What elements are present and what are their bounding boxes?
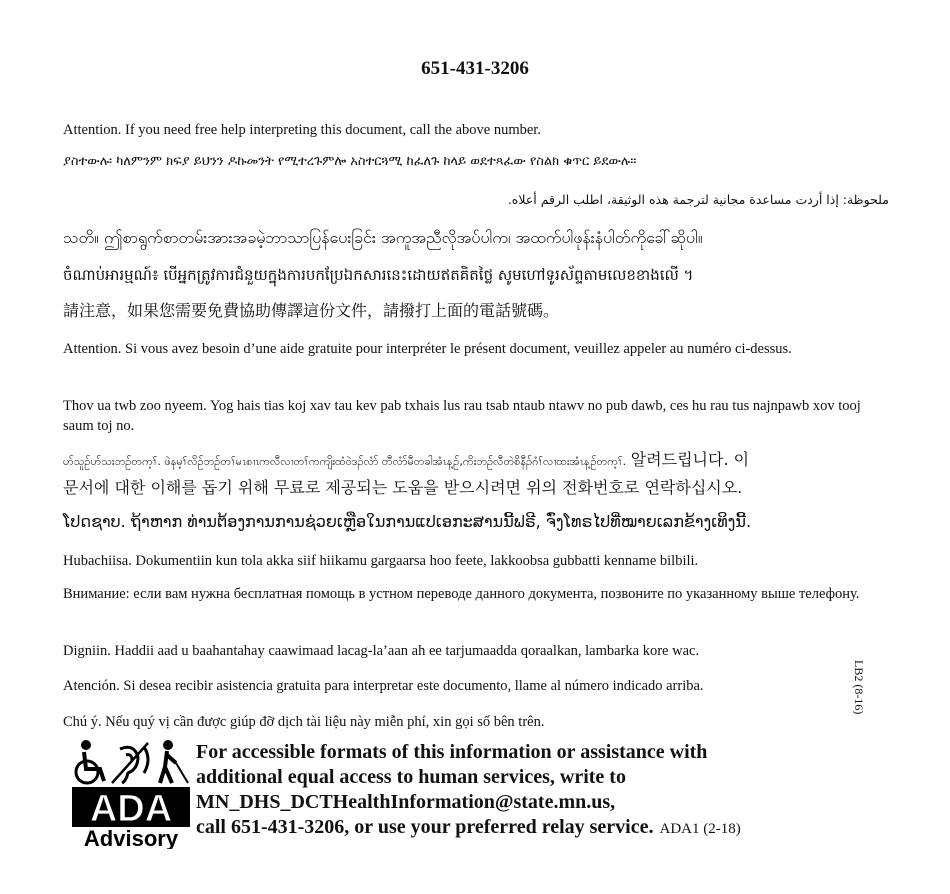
ada-phone-relay: call 651-431-3206, or use your preferred relay service.: [196, 816, 654, 838]
notice-burmese: သတိ။ ဤစာရွက်စာတမ်းအားအခမဲ့ဘာသာပြန်ပေးခြင်း အကူအညီလိုအပ်ပါက၊ အထက်ပါဖုန်းနံပါတ်ကိုခေါ်ဆိုပါ။: [63, 228, 703, 247]
notice-amharic: ያስተውሉ፡ ካለምንም ክፍያ ይህንን ዶኩመንት የሚተረጉምሎ አስተርጓሚ ከፈለጉ ከላይ ወደተጻፈው የስልክ ቁጥር ይደውሉ።: [63, 154, 637, 169]
logo-word: Advisory: [83, 826, 179, 849]
form-code-side: LB2 (8-16): [852, 660, 866, 715]
header-phone-number: 651-431-3206: [421, 58, 529, 79]
walking-cane-icon: [160, 740, 188, 783]
notice-arabic: ملحوظة: إذا أردت مساعدة مجانية لترجمة هذه الوثيقة، اطلب الرقم أعلاه.: [507, 192, 889, 207]
ada-line-4: [196, 815, 741, 842]
notice-khmer: ចំណាប់អារម្មណ៍៖ បើអ្នកត្រូវការជំនួយក្នុងការបកប្រែឯកសារនេះដោយឥតគិតថ្លៃ សូមហៅទូរស័ព្ទតាមលេខខាងលើ ។: [63, 266, 694, 284]
notice-korean-part1: 알려드립니다. 이: [630, 450, 750, 469]
notice-oromo: Hubachiisa. Dokumentiin kun tola akka siif hiikamu gargaarsa hoo feete, lakkoobsa gubbatti kenname bilbili.: [63, 553, 699, 569]
notice-karen: ဟ်သူဉ်ဟ်သးဘဉ်တက့ၢ်. ဖဲနမ့ၢ်လိဉ်ဘဉ်တၢ်မၤစၢၤကလီလၢတၢ်ကကျိးထံဝဲဒၣ်လံာ် တီလံာ်မီတခါအံၤန့ဉ်,ကိးဘဉ်လီတဲစိနီၣ်ဂံၢ်လၢထးအံၤန့ဉ်တက့ၢ်.: [63, 455, 627, 468]
notice-russian: Внимание: если вам нужна бесплатная помощь в устном переводе данного документа, позвоните по указанному выше телефону.: [63, 586, 860, 602]
ada-line-2: additional equal access to human services, write to: [196, 766, 626, 788]
notice-english: Attention. If you need free help interpreting this document, call the above number.: [63, 122, 541, 138]
notice-korean-part2: 문서에 대한 이해를 돕기 위해 무료로 제공되는 도움을 받으시려면 위의 전화번호로 연락하십시오.: [63, 478, 743, 497]
notice-somali: Digniin. Haddii aad u baahantahay caawimaad lacag-la’aan ah ee tarjumaadda qoraalkan, lambarka kore wac.: [63, 643, 700, 659]
notice-chinese: 請注意，如果您需要免費協助傳譯這份文件，請撥打上面的電話號碼。: [63, 301, 560, 320]
logo-letters: ADA: [89, 788, 173, 830]
ada-line-1: For accessible formats of this information or assistance with: [196, 741, 708, 763]
notice-hmong: Thov ua twb zoo nyeem. Yog hais tias koj xav tau kev pab txhais lus rau tsab ntaub ntawv no pub dawb, ces hu rau tus najnpawb xov tooj saum toj no.: [63, 398, 861, 434]
ada-form-code: ADA1 (2-18): [659, 821, 741, 837]
notice-spanish: Atención. Si desea recibir asistencia gratuita para interpretar este documento, llame al número indicado arriba.: [63, 678, 704, 694]
ada-advisory-logo: [72, 739, 190, 849]
notice-french: Attention. Si vous avez besoin d’une aide gratuite pour interpréter le présent document, veuillez appeler au numéro ci-dessus.: [63, 341, 792, 357]
ada-notice: [196, 740, 741, 842]
notice-lao: ໂປດຊາບ. ຖ້າຫາກ ທ່ານຕ້ອງການການຊ່ວຍເຫຼືອໃນການແປເອກະສານນີ້ຟຣີ, ຈົ່ງໂທຣໄປທີ່ໝາຍເລກຂ້າງເທິງນີ້.: [63, 512, 752, 531]
notice-karen-korean: [63, 450, 893, 472]
wheelchair-icon: [76, 740, 104, 783]
hearing-icon: [112, 743, 148, 783]
ada-email[interactable]: MN_DHS_DCTHealthInformation@state.mn.us,: [196, 791, 616, 813]
notice-vietnamese: Chú ý. Nếu quý vị cần được giúp đỡ dịch tài liệu này miễn phí, xin gọi số bên trên.: [63, 714, 545, 730]
